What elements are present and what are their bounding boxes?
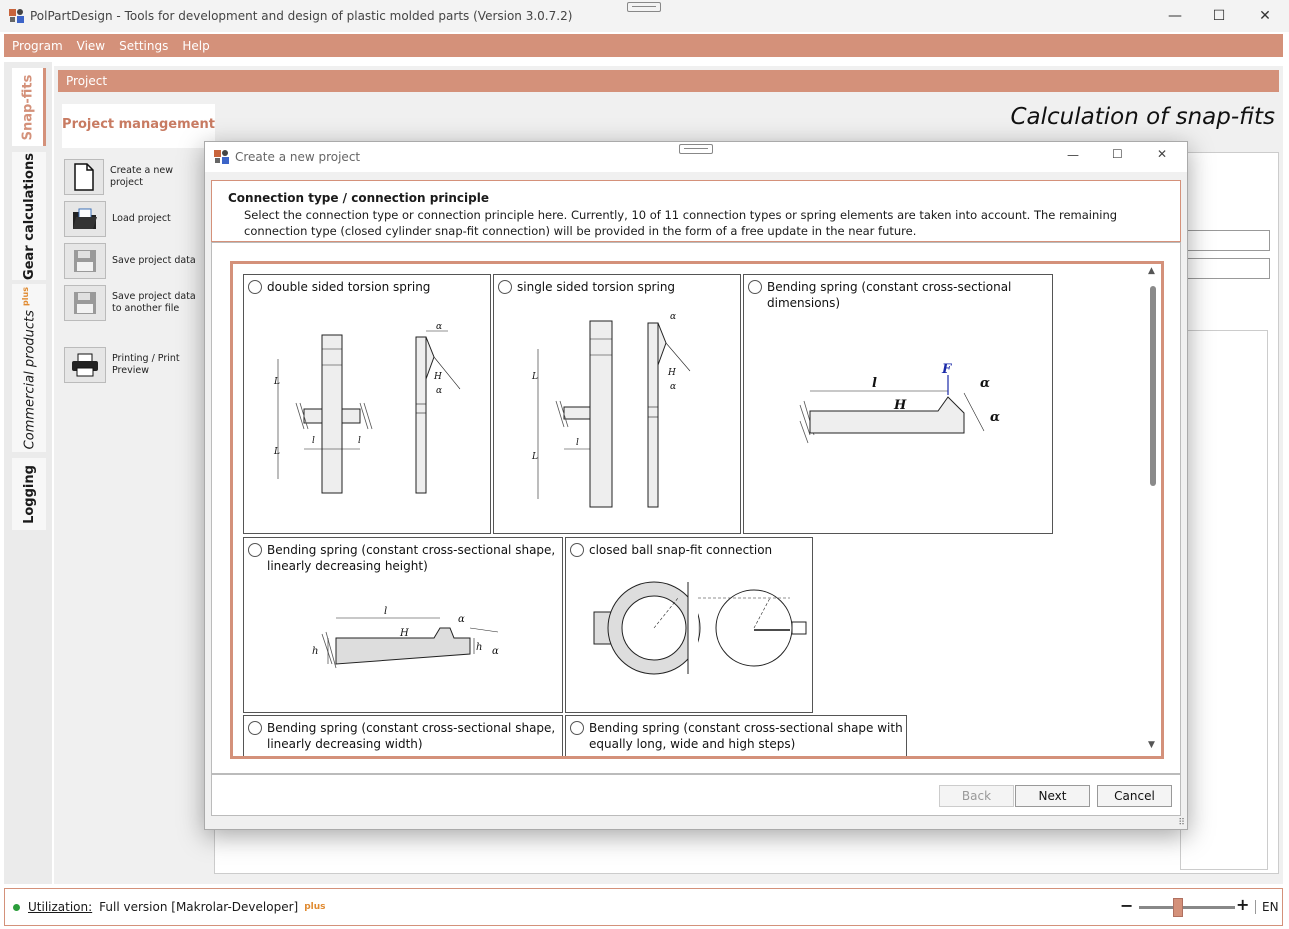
radio-double-torsion[interactable] [248, 280, 262, 294]
option-card-double-torsion[interactable]: double sided torsion spring L L l l α H α [243, 274, 491, 534]
menu-view[interactable]: View [76, 38, 106, 53]
cancel-button[interactable]: Cancel [1097, 785, 1172, 807]
connection-description: Select the connection type or connection principle here. Currently, 10 of 11 connection types or spring elements are taken into account. The remaining connection type (closed cylinder snap-fit connection) will be provided in the form of a free update in the near future. [244, 208, 1118, 238]
scrollbar-thumb[interactable] [1150, 286, 1156, 486]
dialog-minimize-icon[interactable]: — [1067, 148, 1079, 162]
folder-open-icon [64, 201, 106, 237]
svg-text:l: l [576, 438, 579, 448]
radio-bending-decreasing-width[interactable] [248, 721, 262, 735]
svg-text:l: l [312, 436, 315, 446]
zoom-slider[interactable] [1139, 906, 1235, 909]
svg-text:α: α [492, 646, 499, 657]
menu-settings[interactable]: Settings [119, 38, 169, 53]
double-torsion-diagram [248, 309, 488, 529]
svg-text:α: α [990, 410, 1001, 425]
svg-text:α: α [670, 382, 677, 392]
resize-grip-icon[interactable]: ⠿ [1178, 818, 1185, 828]
bending-decreasing-height-diagram [248, 588, 548, 708]
back-button[interactable]: Back [939, 785, 1014, 807]
dialog-maximize-icon[interactable]: ☐ [1112, 147, 1123, 161]
page-title: Calculation of snap-fits [1010, 104, 1275, 130]
dialog-title-bar [205, 142, 1187, 172]
close-icon[interactable]: ✕ [1259, 8, 1271, 24]
project-field-2[interactable] [1180, 258, 1270, 279]
printer-icon [64, 347, 106, 383]
radio-bending-steps[interactable] [570, 721, 584, 735]
new-file-icon [64, 159, 104, 195]
option-card-bending-decreasing-height[interactable]: Bending spring (constant cross-sectional shape, linearly decreasing height) l H h h α α [243, 537, 563, 713]
save-as-button[interactable]: Save project data to another file [64, 284, 204, 322]
list-scrollbar[interactable] [1145, 264, 1161, 756]
plus-badge: plus [304, 902, 326, 912]
bending-constant-diagram [748, 335, 1048, 515]
menu-help[interactable]: Help [182, 38, 210, 53]
status-dot-icon [13, 904, 20, 911]
tab-logging[interactable]: Logging [12, 458, 46, 530]
scroll-up-icon[interactable]: ▲ [1148, 266, 1155, 276]
dialog-button-bar [211, 774, 1181, 816]
closed-ball-diagram [570, 568, 810, 708]
svg-text:l: l [358, 436, 361, 446]
svg-text:α: α [980, 376, 991, 391]
svg-text:α: α [436, 322, 443, 332]
svg-text:l: l [384, 606, 388, 617]
single-torsion-diagram [498, 309, 738, 529]
option-card-single-torsion[interactable]: single sided torsion spring L L l α H α [493, 274, 741, 534]
connection-heading: Connection type / connection principle [228, 191, 489, 205]
option-card-bending-steps[interactable]: Bending spring (constant cross-sectional shape with equally long, wide and high steps) [565, 715, 907, 759]
window-title: PolPartDesign - Tools for development and design of plastic molded parts (Version 3.0.7.2) [30, 9, 573, 23]
tab-gear-calculations[interactable]: Gear calculations [12, 152, 46, 280]
dialog-header [211, 180, 1181, 242]
menu-bar [4, 34, 1283, 57]
zoom-out-icon[interactable]: − [1120, 896, 1134, 915]
radio-bending-constant[interactable] [748, 280, 762, 294]
zoom-in-icon[interactable]: + [1236, 895, 1250, 914]
status-bar [4, 888, 1283, 926]
svg-text:H: H [894, 398, 907, 413]
dialog-content [211, 242, 1181, 774]
drag-handle-icon[interactable] [627, 2, 661, 12]
project-bar: Project [58, 70, 1279, 92]
option-card-bending-decreasing-width[interactable]: Bending spring (constant cross-sectional shape, linearly decreasing width) [243, 715, 563, 759]
option-card-closed-ball[interactable]: closed ball snap-fit connection [565, 537, 813, 713]
maximize-icon[interactable]: ☐ [1212, 8, 1226, 24]
radio-bending-decreasing-height[interactable] [248, 543, 262, 557]
save-as-icon [64, 285, 106, 321]
create-project-dialog [204, 141, 1188, 830]
svg-text:α: α [458, 614, 465, 625]
dialog-close-icon[interactable]: ✕ [1157, 147, 1168, 161]
utilization-link[interactable]: Utilization: [28, 900, 93, 914]
menu-program[interactable]: Program [12, 38, 63, 53]
svg-text:l: l [872, 376, 877, 391]
radio-closed-ball[interactable] [570, 543, 584, 557]
svg-text:h: h [476, 642, 483, 653]
svg-text:h: h [312, 646, 319, 657]
dialog-title: Create a new project [235, 150, 361, 164]
minimize-icon[interactable]: — [1168, 8, 1182, 24]
option-card-bending-constant[interactable]: Bending spring (constant cross-sectional dimensions) l H F α α [743, 274, 1053, 534]
next-button[interactable]: Next [1015, 785, 1090, 807]
svg-text:L: L [274, 447, 280, 457]
save-project-button[interactable]: Save project data [64, 242, 204, 280]
load-project-button[interactable]: Load project [64, 200, 204, 238]
dialog-drag-handle-icon[interactable] [679, 144, 713, 154]
svg-text:H: H [400, 628, 409, 639]
zoom-slider-thumb[interactable] [1173, 898, 1183, 917]
print-button[interactable]: Printing / Print Preview [64, 346, 204, 384]
svg-text:α: α [436, 386, 443, 396]
svg-text:L: L [274, 377, 280, 387]
tab-commercial-products[interactable]: Commercial products $^{plus}$ [12, 284, 46, 452]
project-field-1[interactable] [1180, 230, 1270, 251]
language-indicator[interactable]: EN [1255, 900, 1279, 914]
create-project-button[interactable]: Create a new project [64, 158, 204, 196]
svg-text:α: α [670, 312, 677, 322]
svg-text:H: H [434, 372, 442, 382]
tab-snap-fits[interactable]: Snap-fits [12, 68, 46, 146]
app-icon [8, 8, 25, 24]
scroll-down-icon[interactable]: ▼ [1148, 740, 1155, 750]
radio-single-torsion[interactable] [498, 280, 512, 294]
svg-text:L: L [532, 372, 538, 382]
svg-text:L: L [532, 452, 538, 462]
svg-text:F: F [942, 362, 952, 377]
svg-text:H: H [668, 368, 676, 378]
connection-type-list [230, 261, 1164, 759]
version-text: Full version [Makrolar-Developer] [99, 900, 299, 914]
tab-project-management[interactable]: Project management [62, 104, 215, 148]
app-icon [213, 149, 230, 165]
save-icon [64, 243, 106, 279]
project-notes-area[interactable] [1180, 330, 1268, 870]
